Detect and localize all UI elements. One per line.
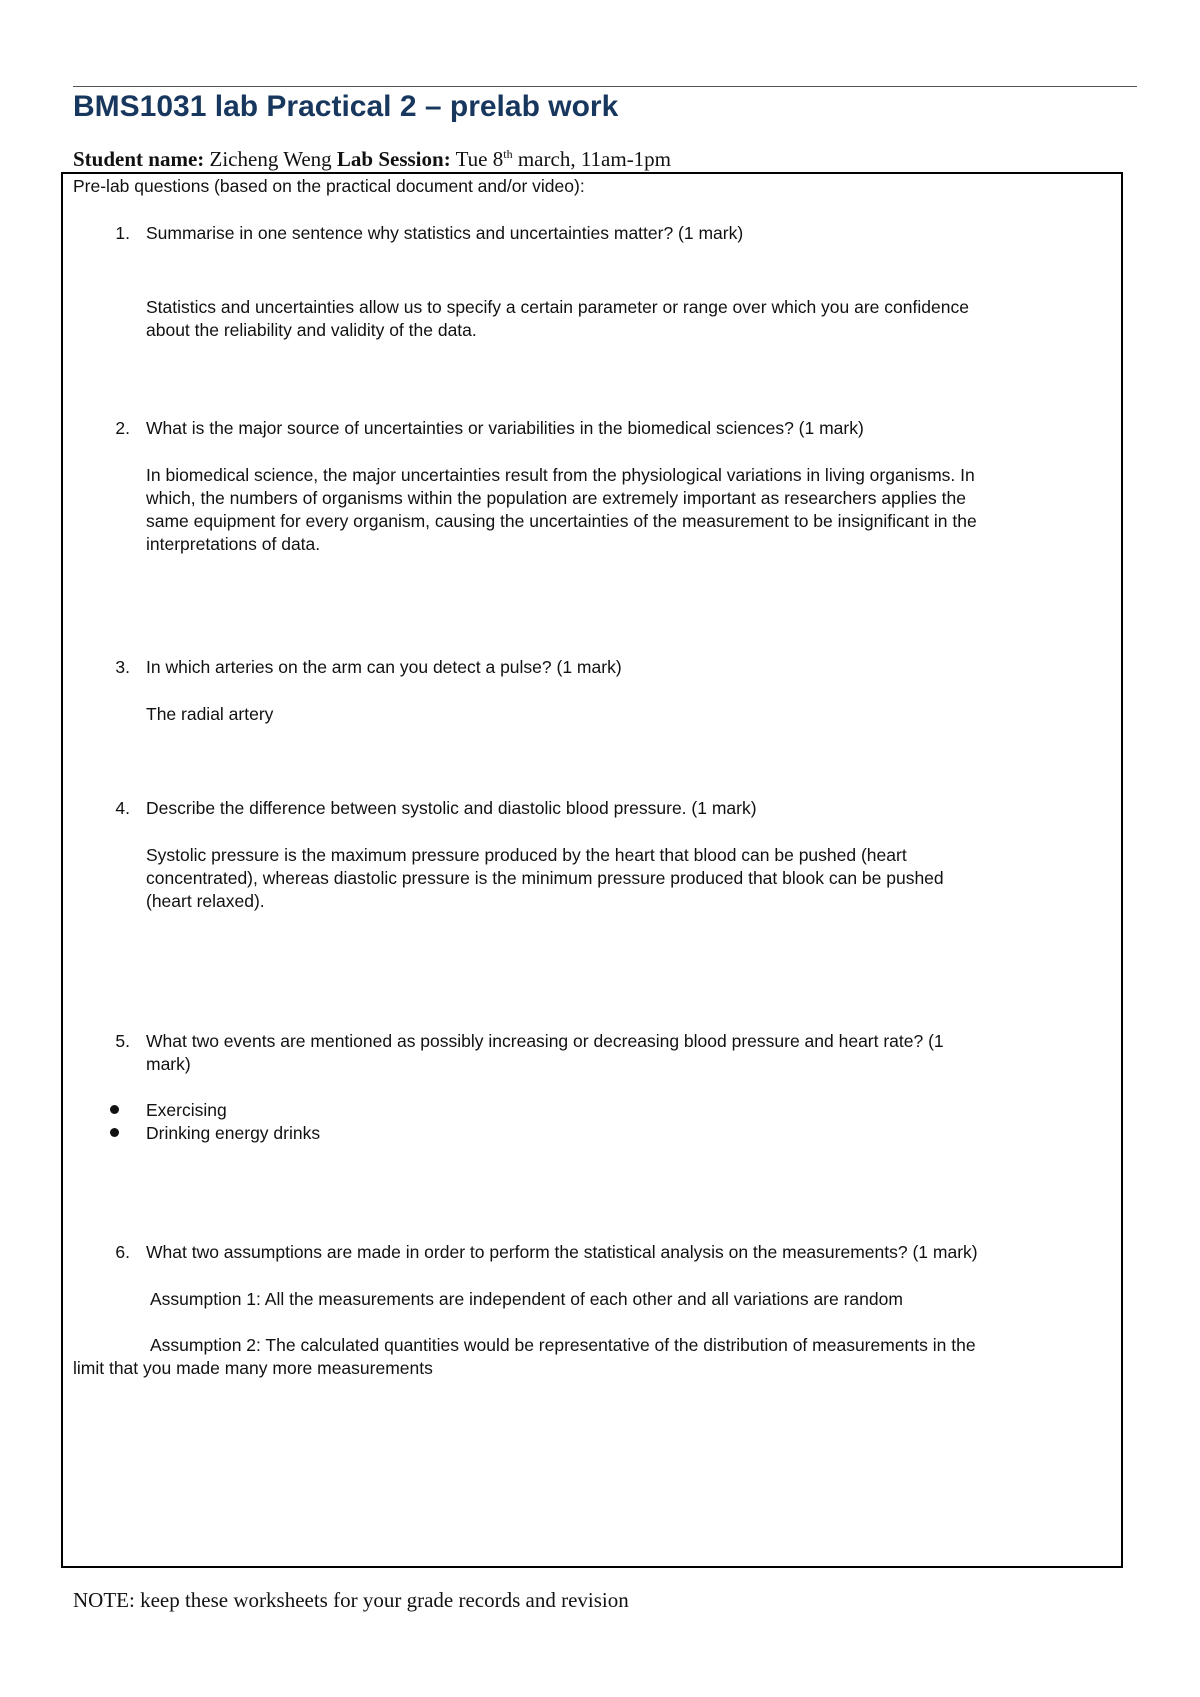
bullet-item-1: Exercising	[146, 1100, 227, 1120]
assumption-2-line-2: limit that you made many more measurements	[73, 1358, 433, 1378]
question-6-number: 6.	[115, 1242, 130, 1262]
question-5-number: 5.	[115, 1031, 130, 1051]
question-2-text: What is the major source of uncertainties or variabilities in the biomedical sciences? (1 mark)	[146, 418, 864, 438]
bullet-dot	[110, 1105, 119, 1114]
document-title: BMS1031 lab Practical 2 – prelab work	[73, 90, 619, 123]
bullet-dot	[110, 1128, 119, 1137]
answer-1-line-2: about the reliability and validity of the data.	[146, 320, 477, 340]
header-rule	[73, 86, 1137, 87]
question-4-text: Describe the difference between systolic and diastolic blood pressure. (1 mark)	[146, 798, 757, 818]
answer-1-line-1: Statistics and uncertainties allow us to specify a certain parameter or range over which you are confidence	[146, 297, 969, 317]
answer-4-line-3: (heart relaxed).	[146, 891, 265, 911]
prelab-intro: Pre-lab questions (based on the practical document and/or video):	[73, 176, 585, 196]
question-3-number: 3.	[115, 657, 130, 677]
question-2-number: 2.	[115, 418, 130, 438]
question-4-number: 4.	[115, 798, 130, 818]
answer-4-line-1: Systolic pressure is the maximum pressure produced by the heart that blood can be pushed (heart	[146, 845, 907, 865]
question-1-text: Summarise in one sentence why statistics and uncertainties matter? (1 mark)	[146, 223, 744, 243]
question-5-text-line-2: mark)	[146, 1054, 191, 1074]
question-5-text-line-1: What two events are mentioned as possibly increasing or decreasing blood pressure and heart rate? (1	[146, 1031, 944, 1051]
student-name-label: Student name:	[73, 147, 205, 171]
question-3-text: In which arteries on the arm can you detect a pulse? (1 mark)	[146, 657, 622, 677]
lab-session-value	[456, 147, 671, 171]
question-6-text: What two assumptions are made in order to perform the statistical analysis on the measurements? (1 mark)	[146, 1242, 978, 1262]
assumption-1: Assumption 1: All the measurements are independent of each other and all variations are random	[150, 1289, 903, 1309]
answer-3-line-1: The radial artery	[146, 704, 274, 724]
lab-session-day: Tue 8	[455, 147, 504, 171]
lab-session-time: march, 11am-1pm	[512, 147, 672, 171]
lab-session-suffix: th	[503, 147, 513, 161]
answer-4-line-2: concentrated), whereas diastolic pressure is the minimum pressure produced that blook can be pushed	[146, 868, 944, 888]
question-1-number: 1.	[115, 223, 130, 243]
answer-2-line-2: which, the numbers of organisms within the population are extremely important as researchers applies the	[146, 488, 966, 508]
answer-2-line-3: same equipment for every organism, causing the uncertainties of the measurement to be insignificant in the	[146, 511, 977, 531]
bullet-item-2: Drinking energy drinks	[146, 1123, 321, 1143]
answer-2-line-1: In biomedical science, the major uncertainties result from the physiological variations in living organisms. In	[146, 465, 975, 485]
footer-note: NOTE: keep these worksheets for your grade records and revision	[73, 1588, 629, 1612]
student-name-value: Zicheng Weng	[209, 147, 332, 171]
assumption-2-line-1: Assumption 2: The calculated quantities would be representative of the distribution of measurements in the	[150, 1335, 976, 1355]
student-info-line	[73, 147, 671, 172]
answer-2-line-4: interpretations of data.	[146, 534, 321, 554]
lab-session-label: Lab Session:	[336, 147, 451, 171]
